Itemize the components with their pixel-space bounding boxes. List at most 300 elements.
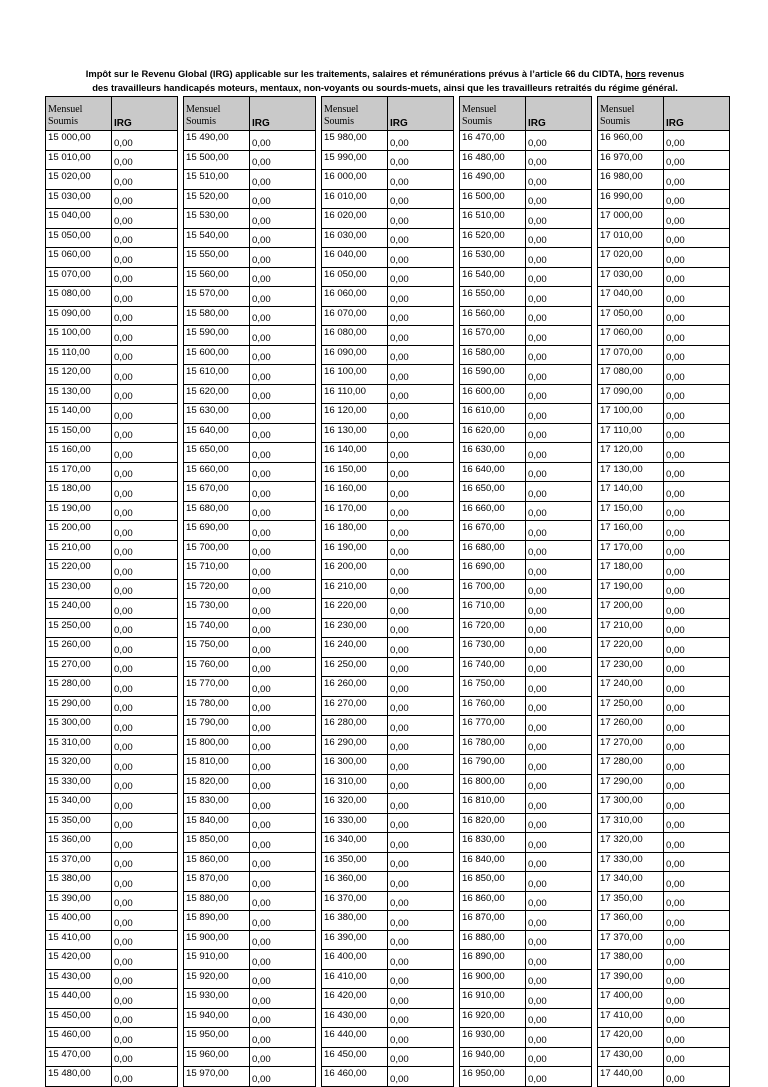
mensuel-soumis-cell: 17 370,00 xyxy=(598,930,664,950)
irg-cell: 0,00 xyxy=(250,501,316,521)
irg-cell: 0,00 xyxy=(664,482,730,502)
mensuel-soumis-cell: 15 160,00 xyxy=(46,443,112,463)
header-mensuel-soumis xyxy=(46,97,112,131)
irg-cell: 0,00 xyxy=(388,131,454,151)
table-row xyxy=(46,384,178,404)
mensuel-soumis-cell: 15 350,00 xyxy=(46,813,112,833)
table-row xyxy=(598,911,730,931)
irg-cell: 0,00 xyxy=(526,989,592,1009)
table-row xyxy=(184,774,316,794)
table-row xyxy=(460,579,592,599)
irg-cell: 0,00 xyxy=(388,540,454,560)
table-row xyxy=(460,228,592,248)
mensuel-soumis-cell: 15 690,00 xyxy=(184,521,250,541)
table-row xyxy=(46,911,178,931)
table-row xyxy=(322,950,454,970)
table-row xyxy=(46,599,178,619)
table-row xyxy=(460,813,592,833)
table-row xyxy=(46,306,178,326)
irg-cell: 0,00 xyxy=(388,521,454,541)
mensuel-soumis-cell: 15 530,00 xyxy=(184,209,250,229)
table-row xyxy=(460,696,592,716)
mensuel-soumis-cell: 15 240,00 xyxy=(46,599,112,619)
table-row xyxy=(184,501,316,521)
mensuel-soumis-cell: 15 110,00 xyxy=(46,345,112,365)
irg-cell: 0,00 xyxy=(388,950,454,970)
irg-cell: 0,00 xyxy=(664,618,730,638)
irg-cell: 0,00 xyxy=(250,326,316,346)
mensuel-soumis-cell: 17 350,00 xyxy=(598,891,664,911)
mensuel-soumis-cell: 15 510,00 xyxy=(184,170,250,190)
irg-cell: 0,00 xyxy=(664,540,730,560)
table-row xyxy=(460,209,592,229)
table-row xyxy=(46,521,178,541)
mensuel-soumis-cell: 16 470,00 xyxy=(460,131,526,151)
header-irg: IRG xyxy=(526,97,592,131)
table-row xyxy=(460,267,592,287)
mensuel-soumis-cell: 15 730,00 xyxy=(184,599,250,619)
irg-cell: 0,00 xyxy=(664,1028,730,1048)
irg-cell: 0,00 xyxy=(250,1047,316,1067)
table-row xyxy=(598,482,730,502)
mensuel-soumis-cell: 15 580,00 xyxy=(184,306,250,326)
irg-cell: 0,00 xyxy=(388,930,454,950)
table-row xyxy=(322,540,454,560)
mensuel-soumis-cell: 15 870,00 xyxy=(184,872,250,892)
irg-cell: 0,00 xyxy=(250,579,316,599)
table-row xyxy=(460,911,592,931)
page-title xyxy=(40,67,730,95)
mensuel-soumis-cell: 16 800,00 xyxy=(460,774,526,794)
table-row xyxy=(460,248,592,268)
irg-cell: 0,00 xyxy=(664,579,730,599)
irg-cell: 0,00 xyxy=(112,443,178,463)
irg-cell: 0,00 xyxy=(250,462,316,482)
mensuel-soumis-cell: 16 960,00 xyxy=(598,131,664,151)
irg-cell: 0,00 xyxy=(388,248,454,268)
irg-cell: 0,00 xyxy=(250,228,316,248)
mensuel-soumis-cell: 17 410,00 xyxy=(598,1008,664,1028)
table-row xyxy=(598,794,730,814)
mensuel-soumis-cell: 15 830,00 xyxy=(184,794,250,814)
table-row xyxy=(46,794,178,814)
irg-cell: 0,00 xyxy=(112,189,178,209)
irg-cell: 0,00 xyxy=(388,911,454,931)
table-row xyxy=(184,404,316,424)
irg-cell: 0,00 xyxy=(112,521,178,541)
table-row xyxy=(322,1028,454,1048)
irg-cell: 0,00 xyxy=(388,209,454,229)
table-row xyxy=(46,228,178,248)
table-row xyxy=(184,287,316,307)
mensuel-soumis-cell: 16 030,00 xyxy=(322,228,388,248)
table-row xyxy=(322,911,454,931)
mensuel-soumis-cell: 15 490,00 xyxy=(184,131,250,151)
table-row xyxy=(322,482,454,502)
table-row xyxy=(322,326,454,346)
table-row xyxy=(322,248,454,268)
mensuel-soumis-cell: 15 940,00 xyxy=(184,1008,250,1028)
irg-cell: 0,00 xyxy=(526,345,592,365)
irg-cell: 0,00 xyxy=(664,696,730,716)
irg-cell: 0,00 xyxy=(526,306,592,326)
irg-cell: 0,00 xyxy=(664,423,730,443)
table-header-row xyxy=(598,97,730,131)
table-row xyxy=(46,1028,178,1048)
table-row xyxy=(322,189,454,209)
mensuel-soumis-cell: 16 430,00 xyxy=(322,1008,388,1028)
table-row xyxy=(322,833,454,853)
table-row xyxy=(460,774,592,794)
table-row xyxy=(460,1047,592,1067)
irg-cell: 0,00 xyxy=(112,638,178,658)
table-row xyxy=(598,560,730,580)
table-row xyxy=(184,540,316,560)
mensuel-soumis-cell: 16 990,00 xyxy=(598,189,664,209)
irg-cell: 0,00 xyxy=(112,950,178,970)
mensuel-soumis-cell: 16 490,00 xyxy=(460,170,526,190)
mensuel-soumis-cell: 16 550,00 xyxy=(460,287,526,307)
mensuel-soumis-cell: 16 640,00 xyxy=(460,462,526,482)
table-row xyxy=(322,1047,454,1067)
irg-cell: 0,00 xyxy=(112,131,178,151)
irg-table-2 xyxy=(183,96,316,1087)
irg-cell: 0,00 xyxy=(664,813,730,833)
mensuel-soumis-cell: 16 020,00 xyxy=(322,209,388,229)
irg-cell: 0,00 xyxy=(112,209,178,229)
table-row xyxy=(598,404,730,424)
irg-cell: 0,00 xyxy=(526,755,592,775)
table-row xyxy=(46,404,178,424)
table-header-row xyxy=(322,97,454,131)
irg-cell: 0,00 xyxy=(664,1067,730,1087)
table-row xyxy=(460,852,592,872)
irg-cell: 0,00 xyxy=(526,618,592,638)
irg-cell: 0,00 xyxy=(664,969,730,989)
mensuel-soumis-cell: 15 420,00 xyxy=(46,950,112,970)
irg-cell: 0,00 xyxy=(526,384,592,404)
mensuel-soumis-cell: 16 320,00 xyxy=(322,794,388,814)
table-row xyxy=(598,891,730,911)
mensuel-soumis-cell: 15 800,00 xyxy=(184,735,250,755)
irg-cell: 0,00 xyxy=(112,677,178,697)
mensuel-soumis-cell: 16 750,00 xyxy=(460,677,526,697)
mensuel-soumis-cell: 15 060,00 xyxy=(46,248,112,268)
irg-cell: 0,00 xyxy=(112,774,178,794)
table-row xyxy=(184,560,316,580)
irg-cell: 0,00 xyxy=(388,794,454,814)
mensuel-soumis-cell: 17 420,00 xyxy=(598,1028,664,1048)
mensuel-soumis-cell: 15 860,00 xyxy=(184,852,250,872)
mensuel-soumis-cell: 16 880,00 xyxy=(460,930,526,950)
mensuel-soumis-cell: 17 290,00 xyxy=(598,774,664,794)
irg-cell: 0,00 xyxy=(526,657,592,677)
irg-cell: 0,00 xyxy=(388,501,454,521)
table-row xyxy=(598,443,730,463)
irg-cell: 0,00 xyxy=(112,1008,178,1028)
mensuel-soumis-cell: 16 600,00 xyxy=(460,384,526,404)
table-row xyxy=(184,1067,316,1087)
irg-cell: 0,00 xyxy=(250,248,316,268)
irg-cell: 0,00 xyxy=(388,989,454,1009)
mensuel-soumis-cell: 16 120,00 xyxy=(322,404,388,424)
irg-cell: 0,00 xyxy=(388,735,454,755)
mensuel-soumis-cell: 16 780,00 xyxy=(460,735,526,755)
irg-cell: 0,00 xyxy=(388,1028,454,1048)
mensuel-soumis-cell: 16 540,00 xyxy=(460,267,526,287)
table-row xyxy=(460,755,592,775)
mensuel-soumis-cell: 15 960,00 xyxy=(184,1047,250,1067)
table-row xyxy=(322,657,454,677)
irg-cell: 0,00 xyxy=(526,404,592,424)
mensuel-soumis-cell: 16 290,00 xyxy=(322,735,388,755)
irg-cell: 0,00 xyxy=(112,911,178,931)
table-row xyxy=(184,423,316,443)
mensuel-soumis-cell: 16 630,00 xyxy=(460,443,526,463)
header-mensuel-label: Mensuel xyxy=(600,104,635,115)
mensuel-soumis-cell: 17 060,00 xyxy=(598,326,664,346)
mensuel-soumis-cell: 16 390,00 xyxy=(322,930,388,950)
mensuel-soumis-cell: 17 300,00 xyxy=(598,794,664,814)
mensuel-soumis-cell: 15 380,00 xyxy=(46,872,112,892)
table-row xyxy=(184,384,316,404)
irg-cell: 0,00 xyxy=(388,170,454,190)
mensuel-soumis-cell: 16 790,00 xyxy=(460,755,526,775)
irg-cell: 0,00 xyxy=(526,209,592,229)
mensuel-soumis-cell: 16 180,00 xyxy=(322,521,388,541)
mensuel-soumis-cell: 17 120,00 xyxy=(598,443,664,463)
table-header-row xyxy=(46,97,178,131)
irg-cell: 0,00 xyxy=(664,131,730,151)
mensuel-soumis-cell: 16 040,00 xyxy=(322,248,388,268)
irg-cell: 0,00 xyxy=(388,462,454,482)
mensuel-soumis-cell: 15 100,00 xyxy=(46,326,112,346)
table-row xyxy=(460,618,592,638)
mensuel-soumis-cell: 15 770,00 xyxy=(184,677,250,697)
mensuel-soumis-cell: 17 000,00 xyxy=(598,209,664,229)
table-row xyxy=(184,755,316,775)
table-row xyxy=(322,443,454,463)
table-row xyxy=(598,131,730,151)
mensuel-soumis-cell: 15 790,00 xyxy=(184,716,250,736)
irg-cell: 0,00 xyxy=(250,423,316,443)
irg-cell: 0,00 xyxy=(664,384,730,404)
irg-cell: 0,00 xyxy=(250,209,316,229)
table-row xyxy=(460,599,592,619)
irg-cell: 0,00 xyxy=(250,638,316,658)
irg-cell: 0,00 xyxy=(526,248,592,268)
irg-cell: 0,00 xyxy=(112,248,178,268)
table-row xyxy=(598,677,730,697)
irg-cell: 0,00 xyxy=(526,482,592,502)
table-row xyxy=(46,443,178,463)
irg-cell: 0,00 xyxy=(526,930,592,950)
mensuel-soumis-cell: 16 570,00 xyxy=(460,326,526,346)
irg-cell: 0,00 xyxy=(664,774,730,794)
table-row xyxy=(598,989,730,1009)
irg-cell: 0,00 xyxy=(664,189,730,209)
irg-cell: 0,00 xyxy=(664,852,730,872)
irg-cell: 0,00 xyxy=(112,287,178,307)
table-row xyxy=(460,423,592,443)
table-row xyxy=(598,638,730,658)
irg-cell: 0,00 xyxy=(526,501,592,521)
irg-cell: 0,00 xyxy=(388,287,454,307)
table-row xyxy=(322,170,454,190)
mensuel-soumis-cell: 16 820,00 xyxy=(460,813,526,833)
irg-cell: 0,00 xyxy=(250,365,316,385)
mensuel-soumis-cell: 15 070,00 xyxy=(46,267,112,287)
mensuel-soumis-cell: 16 710,00 xyxy=(460,599,526,619)
irg-cell: 0,00 xyxy=(388,384,454,404)
mensuel-soumis-cell: 17 250,00 xyxy=(598,696,664,716)
irg-cell: 0,00 xyxy=(388,774,454,794)
irg-cell: 0,00 xyxy=(526,189,592,209)
table-row xyxy=(322,365,454,385)
table-row xyxy=(460,365,592,385)
mensuel-soumis-cell: 16 740,00 xyxy=(460,657,526,677)
irg-cell: 0,00 xyxy=(664,833,730,853)
mensuel-soumis-cell: 15 230,00 xyxy=(46,579,112,599)
table-row xyxy=(598,696,730,716)
irg-cell: 0,00 xyxy=(526,462,592,482)
irg-cell: 0,00 xyxy=(388,306,454,326)
table-row xyxy=(322,794,454,814)
table-row xyxy=(460,189,592,209)
irg-cell: 0,00 xyxy=(526,150,592,170)
irg-cell: 0,00 xyxy=(388,1047,454,1067)
irg-cell: 0,00 xyxy=(526,521,592,541)
irg-cell: 0,00 xyxy=(250,345,316,365)
table-row xyxy=(184,599,316,619)
table-row xyxy=(598,501,730,521)
irg-cell: 0,00 xyxy=(112,423,178,443)
irg-cell: 0,00 xyxy=(526,423,592,443)
mensuel-soumis-cell: 15 900,00 xyxy=(184,930,250,950)
irg-cell: 0,00 xyxy=(664,521,730,541)
mensuel-soumis-cell: 15 270,00 xyxy=(46,657,112,677)
mensuel-soumis-cell: 16 760,00 xyxy=(460,696,526,716)
table-row xyxy=(184,969,316,989)
irg-cell: 0,00 xyxy=(388,969,454,989)
table-row xyxy=(184,833,316,853)
table-row xyxy=(184,267,316,287)
table-row xyxy=(46,482,178,502)
table-row xyxy=(184,248,316,268)
irg-cell: 0,00 xyxy=(664,170,730,190)
table-row xyxy=(460,950,592,970)
irg-cell: 0,00 xyxy=(664,462,730,482)
table-row xyxy=(46,638,178,658)
table-row xyxy=(460,462,592,482)
mensuel-soumis-cell: 16 360,00 xyxy=(322,872,388,892)
mensuel-soumis-cell: 15 170,00 xyxy=(46,462,112,482)
irg-cell: 0,00 xyxy=(388,189,454,209)
table-row xyxy=(184,579,316,599)
table-row xyxy=(184,306,316,326)
mensuel-soumis-cell: 17 360,00 xyxy=(598,911,664,931)
table-row xyxy=(598,618,730,638)
table-row xyxy=(184,852,316,872)
mensuel-soumis-cell: 16 010,00 xyxy=(322,189,388,209)
mensuel-soumis-cell: 15 680,00 xyxy=(184,501,250,521)
table-row xyxy=(322,872,454,892)
table-row xyxy=(46,930,178,950)
mensuel-soumis-cell: 16 190,00 xyxy=(322,540,388,560)
irg-cell: 0,00 xyxy=(250,1008,316,1028)
irg-cell: 0,00 xyxy=(112,365,178,385)
irg-cell: 0,00 xyxy=(664,345,730,365)
mensuel-soumis-cell: 15 740,00 xyxy=(184,618,250,638)
irg-cell: 0,00 xyxy=(112,930,178,950)
table-row xyxy=(184,657,316,677)
table-row xyxy=(46,462,178,482)
table-row xyxy=(46,774,178,794)
irg-cell: 0,00 xyxy=(250,287,316,307)
mensuel-soumis-cell: 16 650,00 xyxy=(460,482,526,502)
table-row xyxy=(46,287,178,307)
irg-cell: 0,00 xyxy=(112,384,178,404)
table-row xyxy=(460,384,592,404)
table-header-row xyxy=(184,97,316,131)
table-row xyxy=(598,423,730,443)
irg-cell: 0,00 xyxy=(388,599,454,619)
mensuel-soumis-cell: 16 870,00 xyxy=(460,911,526,931)
irg-cell: 0,00 xyxy=(112,540,178,560)
irg-cell: 0,00 xyxy=(250,969,316,989)
table-row xyxy=(184,150,316,170)
mensuel-soumis-cell: 15 910,00 xyxy=(184,950,250,970)
header-soumis-label: Soumis xyxy=(186,116,217,127)
table-row xyxy=(46,209,178,229)
table-row xyxy=(322,345,454,365)
mensuel-soumis-cell: 15 630,00 xyxy=(184,404,250,424)
table-row xyxy=(184,891,316,911)
mensuel-soumis-cell: 16 560,00 xyxy=(460,306,526,326)
table-row xyxy=(598,540,730,560)
irg-cell: 0,00 xyxy=(112,326,178,346)
irg-cell: 0,00 xyxy=(250,560,316,580)
mensuel-soumis-cell: 15 670,00 xyxy=(184,482,250,502)
mensuel-soumis-cell: 17 270,00 xyxy=(598,735,664,755)
table-row xyxy=(184,1028,316,1048)
irg-cell: 0,00 xyxy=(526,1008,592,1028)
table-row xyxy=(184,482,316,502)
header-mensuel-label: Mensuel xyxy=(48,104,83,115)
mensuel-soumis-cell: 15 340,00 xyxy=(46,794,112,814)
irg-cell: 0,00 xyxy=(526,599,592,619)
irg-cell: 0,00 xyxy=(250,950,316,970)
irg-cell: 0,00 xyxy=(388,891,454,911)
mensuel-soumis-cell: 16 680,00 xyxy=(460,540,526,560)
mensuel-soumis-cell: 17 320,00 xyxy=(598,833,664,853)
irg-cell: 0,00 xyxy=(526,813,592,833)
table-row xyxy=(460,150,592,170)
irg-cell: 0,00 xyxy=(664,501,730,521)
irg-cell: 0,00 xyxy=(250,930,316,950)
table-row xyxy=(322,618,454,638)
irg-cell: 0,00 xyxy=(388,872,454,892)
table-row xyxy=(46,540,178,560)
table-row xyxy=(460,735,592,755)
mensuel-soumis-cell: 15 840,00 xyxy=(184,813,250,833)
irg-cell: 0,00 xyxy=(112,579,178,599)
table-row xyxy=(46,735,178,755)
mensuel-soumis-cell: 16 300,00 xyxy=(322,755,388,775)
irg-cell: 0,00 xyxy=(526,560,592,580)
mensuel-soumis-cell: 16 270,00 xyxy=(322,696,388,716)
mensuel-soumis-cell: 16 530,00 xyxy=(460,248,526,268)
